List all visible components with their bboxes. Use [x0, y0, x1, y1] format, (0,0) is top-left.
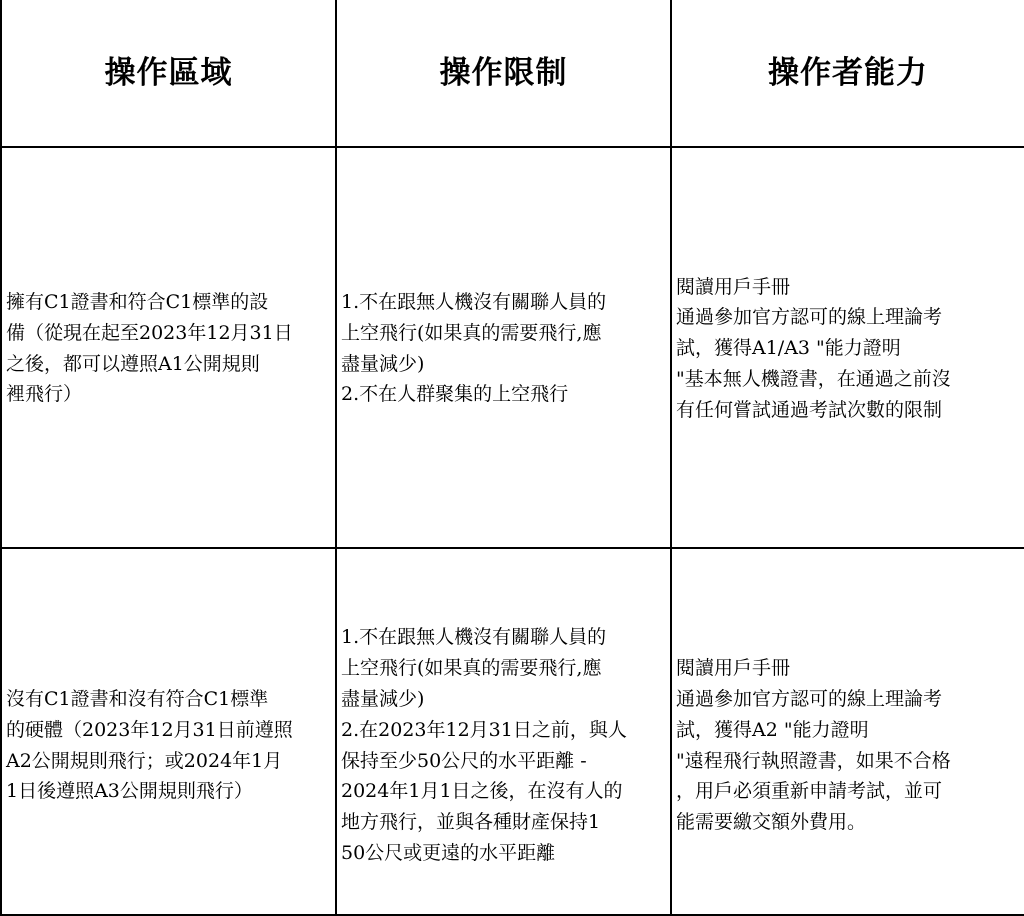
row2-area-cell	[0, 549, 337, 916]
row2-ability-cell	[672, 549, 1024, 916]
row1-ability-text: 閱讀用戶手冊 通過參加官方認可的線上理論考 試，獲得A1/A3 "能力證明 "基本無人機證書，在通過之前沒 有任何嘗試通過考試次數的限制	[676, 275, 951, 421]
row1-limits-cell	[337, 148, 672, 549]
header-operator-ability-label: 操作者能力	[768, 54, 928, 91]
header-operation-area-label: 操作區域	[104, 54, 233, 91]
header-operator-ability	[672, 0, 1024, 148]
row1-ability-cell	[672, 148, 1024, 549]
row1-limits-text: 1.不在跟無人機沒有關聯人員的 上空飛行(如果真的需要飛行,應 盡量減少) 2.不在人群聚集的上空飛行	[341, 290, 607, 406]
row2-area-text: 沒有C1證書和沒有符合C1標準 的硬體（2023年12月31日前遵照 A2公開規則飛行；或2024年1月 1日後遵照A3公開規則飛行）	[6, 687, 293, 803]
row1-area-cell	[0, 148, 337, 549]
header-operation-area	[0, 0, 337, 148]
header-operation-limits	[337, 0, 672, 148]
row2-limits-text: 1.不在跟無人機沒有關聯人員的 上空飛行(如果真的需要飛行,應 盡量減少) 2.在2023年12月31日之前，與人 保持至少50公尺的水平距離 - 2024年1月1日之後，在沒有人的 地方飛行，並與各種財產保持1 50公尺或更遠的水平距離	[341, 626, 627, 864]
row1-area-text: 擁有C1證書和符合C1標準的設 備（從現在起至2023年12月31日 之後，都可以遵照A1公開規則 裡飛行）	[6, 290, 293, 406]
row2-limits-cell	[337, 549, 672, 916]
row2-ability-text: 閱讀用戶手冊 通過參加官方認可的線上理論考 試，獲得A2 "能力證明 "遠程飛行執照證書，如果不合格 ，用戶必須重新申請考試，並可 能需要繳交額外費用。	[676, 657, 951, 834]
header-operation-limits-label: 操作限制	[439, 54, 568, 91]
